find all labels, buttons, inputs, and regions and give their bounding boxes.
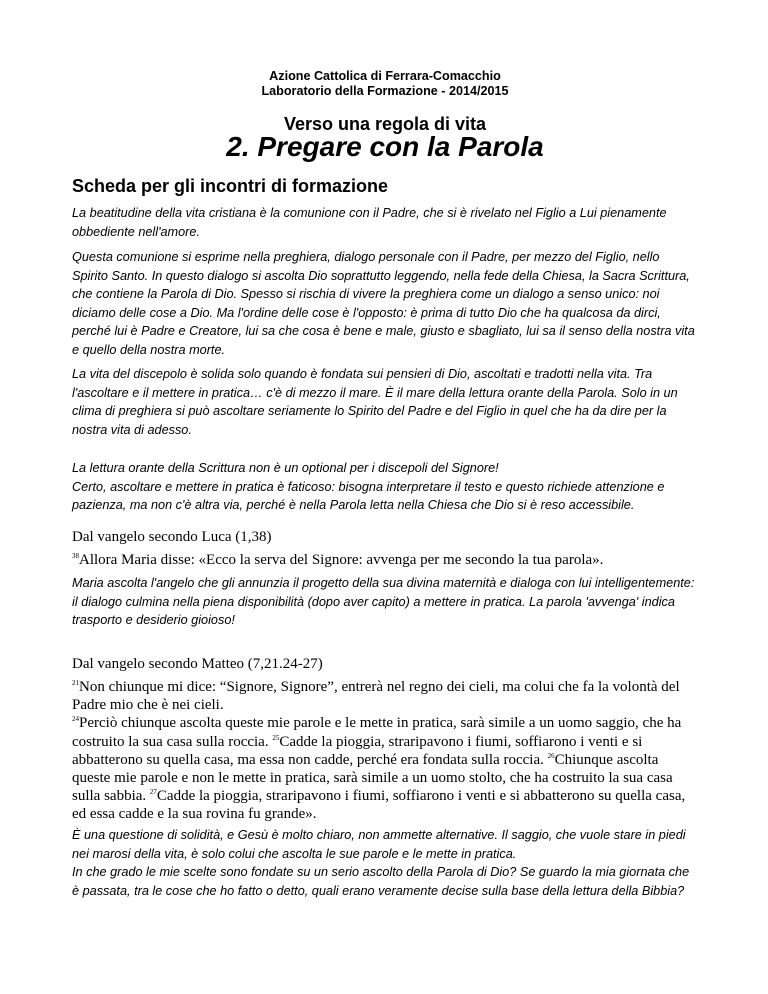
matteo-commentary [72, 826, 698, 900]
matteo-passage [72, 678, 698, 824]
verse-text: Cadde la pioggia, straripavono i fiumi, soffiarono i venti e si abbatterono su quella casa, ma essa non cadde, perché era fondata sulla roccia. [72, 733, 643, 768]
intro-paragraph-2: Questa comunione si esprime nella preghiera, dialogo personale con il Padre, per mezzo del Figlio, nello Spirito Santo. In questo dialogo si ascolta Dio soprattutto leggendo, nella fede della Chiesa, la Sacra Scrittura, che contiene la Parola di Dio. Spesso si rischia di vivere la preghiera come un dialogo a senso unico: noi diciamo delle cose a Dio. Ma l'ordine delle cose è l'opposto: è prima di tutto Dio che ha qualcosa da dirci, perché lui è Padre e Creatore, lui sa che cosa è bene e male, giusto e sbagliato, lui sa il senso della nostra vita e quello della nostra morte. [72, 250, 695, 357]
verse-text: Perciò chiunque ascolta queste mie parole e le mette in pratica, sarà simile a un uomo saggio, che ha costruito la sua casa sulla roccia. [72, 715, 682, 750]
document-title: 2. Pregare con la Parola [226, 131, 544, 162]
intro-paragraph-4 [72, 459, 698, 515]
luca-verse [72, 551, 698, 569]
verse-number: 24 [72, 715, 79, 724]
matteo-reference: Dal vangelo secondo Matteo (7,21.24-27) [72, 656, 323, 672]
matteo-commentary-line-b: In che grado le mie scelte sono fondate su un serio ascolto della Parola di Dio? Se guardo la mia giornata che è passata, tra le cose che ho fatto o detto, quali erano veramente decise sulla base della lettura della Bibbia? [72, 865, 690, 898]
verse-text: Non chiunque mi dice: “Signore, Signore”, entrerà nel regno dei cieli, ma colui che fa la volontà del Padre mio che è nei cieli. [72, 679, 680, 714]
verse-text: Cadde la pioggia, straripavono i fiumi, soffiarono i venti e si abbatterono su quella casa, ed essa cadde e la sua rovina fu grande». [72, 788, 686, 823]
matteo-commentary-line-a: È una questione di solidità, e Gesù è molto chiaro, non ammette alternative. Il saggio, che vuole stare in piedi nei marosi della vita, è solo colui che ascolta le sue parole e le mette in pratica. [72, 828, 686, 861]
section-heading: Scheda per gli incontri di formazione [72, 176, 389, 196]
document-subtitle: Verso una regola di vita [283, 114, 487, 134]
luca-commentary: Maria ascolta l'angelo che gli annunzia il progetto della sua divina maternità e dialoga con lui intelligentemente: il dialogo culmina nella piena disponibilità (dopo aver capito) a mettere in pratica. La parola 'avvenga' indica trasporto e desiderio gioioso! [72, 576, 695, 627]
program-name: Laboratorio della Formazione - 2014/2015 [261, 84, 509, 98]
luca-reference: Dal vangelo secondo Luca (1,38) [72, 529, 272, 545]
verse-text: Allora Maria disse: «Ecco la serva del Signore: avvenga per me secondo la tua parola». [79, 552, 604, 568]
verse-number: 27 [149, 788, 157, 797]
verse-number: 25 [272, 733, 280, 742]
verse-number: 38 [72, 552, 79, 560]
verse-number: 26 [547, 751, 555, 760]
intro-paragraph-3: La vita del discepolo è solida solo quando è fondata sui pensieri di Dio, ascoltati e tradotti nella vita. Tra l'ascoltare e il mettere in pratica… c'è di mezzo il mare. È il mare della lettura orante della Parola. Solo in un clima di preghiera si può ascoltare seriamente lo Spirito del Padre e del Figlio in quel che ha da dire per la nostra vita di adesso. [72, 367, 678, 437]
verse-number: 21 [72, 679, 79, 687]
intro-paragraph-1: La beatitudine della vita cristiana è la comunione con il Padre, che si è rivelato nel Figlio a Lui pienamente obbediente nell'amore. [72, 206, 667, 239]
verse-text: Chiunque ascolta queste mie parole e non le mette in pratica, sarà simile a un uomo stolto, che ha costruito la sua casa sulla sabbia. [72, 751, 673, 805]
organization-name: Azione Cattolica di Ferrara-Comacchio [269, 69, 501, 83]
intro-paragraph-4-line-a: La lettura orante della Scrittura non è un optional per i discepoli del Signore! [72, 461, 499, 475]
intro-paragraph-4-line-b: Certo, ascoltare e mettere in pratica è faticoso: bisogna interpretare il testo e questo richiede attenzione e pazienza, ma non c'è altra via, perché è nella Parola letta nella Chiesa che Dio si è reso accessibile. [72, 479, 665, 512]
